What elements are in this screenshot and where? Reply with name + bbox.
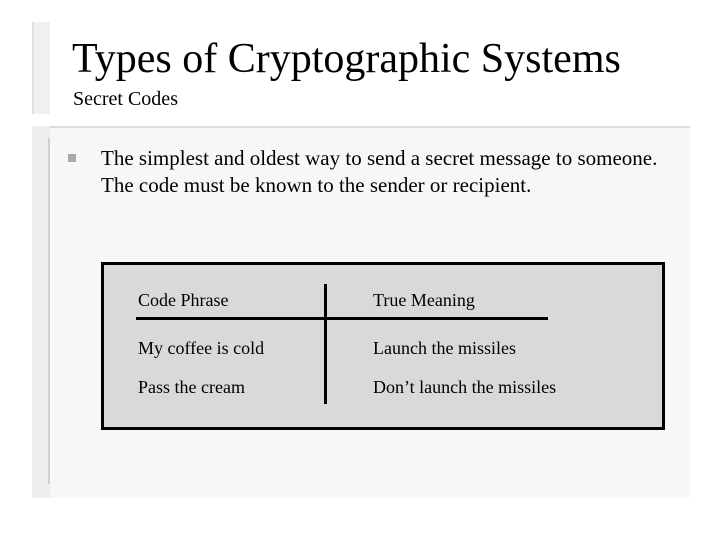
table-cell-meaning: Don’t launch the missiles — [373, 377, 557, 397]
code-table — [101, 262, 665, 430]
frame-divider-horizontal — [32, 126, 690, 128]
table-header-divider — [136, 317, 548, 320]
table-cell-code: My coffee is cold — [138, 338, 265, 358]
square-bullet-icon — [68, 154, 76, 162]
bullet-text: The simplest and oldest way to send a secret message to someone. The code must be known to the sender or recipient. — [101, 146, 658, 197]
slide-subtitle: Secret Codes — [73, 88, 178, 110]
decorative-frame-top — [32, 22, 50, 114]
table-header-code-phrase: Code Phrase — [138, 290, 229, 310]
slide-title: Types of Cryptographic Systems — [72, 36, 621, 82]
table-header-true-meaning: True Meaning — [373, 290, 475, 310]
table-column-divider — [324, 284, 327, 404]
table-cell-code: Pass the cream — [138, 377, 245, 397]
frame-inner-line — [48, 138, 50, 484]
table-cell-meaning: Launch the missiles — [373, 338, 516, 358]
